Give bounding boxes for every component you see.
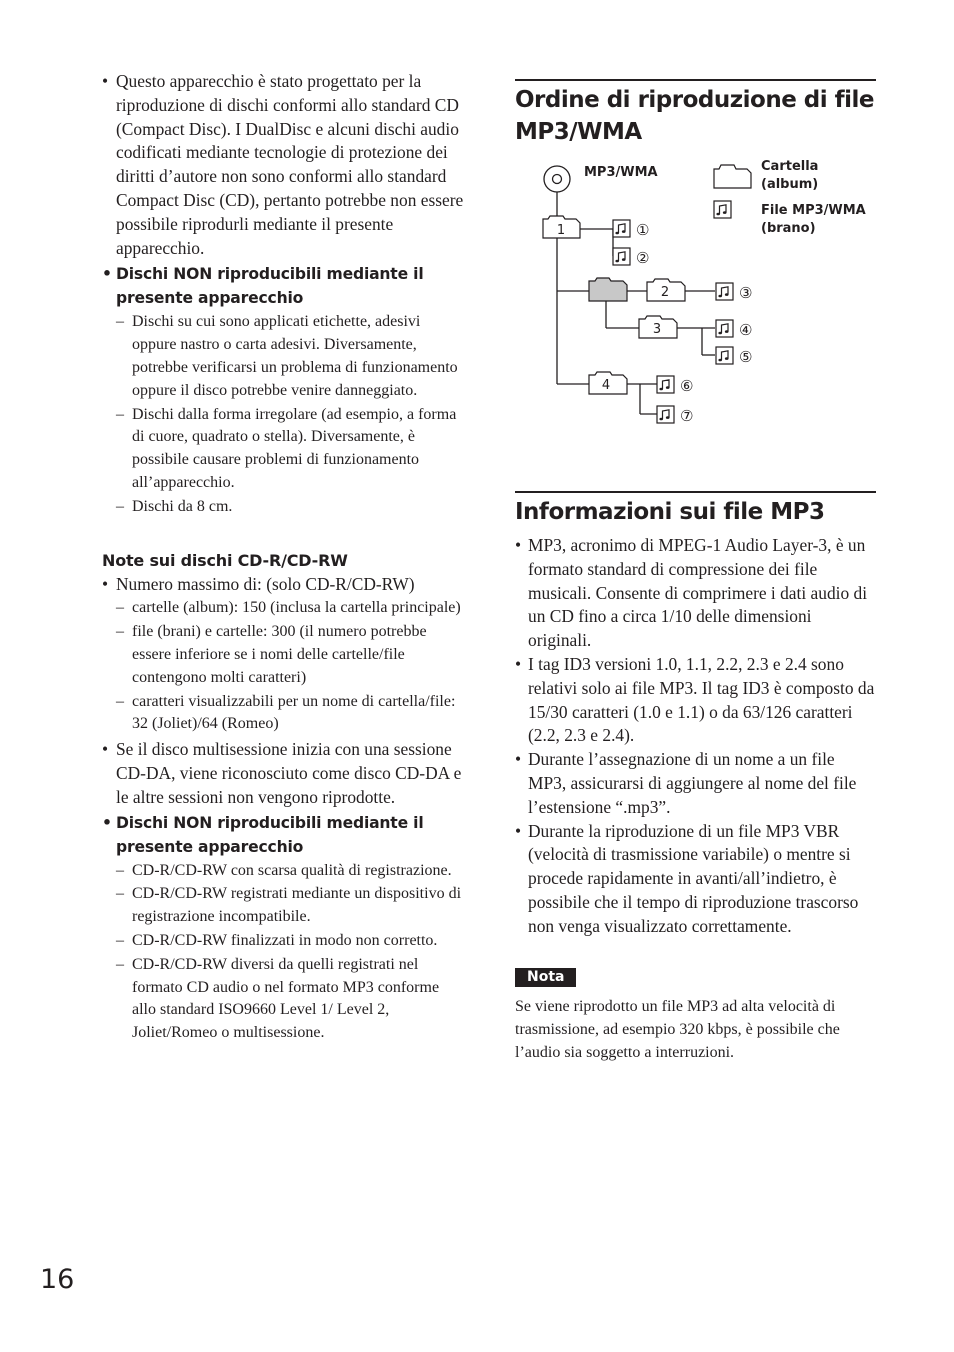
- music-file-icon: [716, 347, 733, 364]
- track-number: ①: [636, 221, 650, 239]
- cdr-bullet-1-item: – caratteri visualizzabili per un nome di cartella/file: 32 (Joliet)/64 (Romeo): [102, 691, 464, 737]
- page-number: 16: [40, 1264, 75, 1295]
- section1-heading: • Dischi NON riproducibili mediante il presente apparecchio: [102, 262, 464, 310]
- folder-icon: [589, 278, 627, 301]
- track-number: ⑦: [680, 407, 694, 425]
- folder-number: 4: [601, 378, 611, 393]
- track-number: ④: [739, 321, 753, 339]
- music-file-icon: [716, 320, 733, 337]
- track-number: ③: [739, 284, 753, 302]
- folder-number: 2: [660, 285, 670, 300]
- section1-item: – Dischi dalla forma irregolare (ad esempio, a forma di cuore, quadrato o stella). Diversamente, è possibile causare problemi di funzionamento all’apparecchio.: [102, 404, 464, 495]
- track-number: ⑥: [680, 377, 694, 395]
- section2-item: – CD-R/CD-RW con scarsa qualità di registrazione.: [102, 860, 464, 883]
- music-file-icon: [657, 406, 674, 423]
- folder-icon: [714, 165, 751, 188]
- order-heading: Ordine di riproduzione di file MP3/WMA: [515, 87, 875, 145]
- left-column: [102, 70, 464, 1045]
- track-number: ⑤: [739, 348, 753, 366]
- section2-item: – CD-R/CD-RW diversi da quelli registrati nel formato CD audio o nel formato MP3 conforme allo standard ISO9660 Level 1/ Level 2, Joliet/Romeo o multisessione.: [102, 954, 464, 1045]
- intro-bullet: • Questo apparecchio è stato progettato per la riproduzione di dischi conformi allo standard CD (Compact Disc). I DualDisc e alcuni dischi audio codificati mediante tecnologie di protezione dei diritti d’autore non sono conformi allo standard Compact Disc (CD), pertanto potrebbe non essere possibile riprodurli mediante il presente apparecchio.: [102, 70, 464, 260]
- mp3-heading: Informazioni sui file MP3: [515, 499, 825, 525]
- order-section: [515, 79, 876, 148]
- cdr-heading: Note sui dischi CD-R/CD-RW: [102, 550, 348, 570]
- track-number: ②: [636, 249, 650, 267]
- section1-item: – Dischi da 8 cm.: [102, 496, 464, 519]
- mp3-item: • MP3, acronimo di MPEG-1 Audio Layer-3, è un formato standard di compressione dei file musicali. Consente di comprimere i dati audio di un CD fino a circa 1/10 delle dimensioni originali.: [515, 534, 876, 653]
- cdr-bullet-1: • Numero massimo di: (solo CD-R/CD-RW): [102, 573, 464, 597]
- section2-item: – CD-R/CD-RW finalizzati in modo non corretto.: [102, 930, 464, 953]
- mp3-item: • Durante l’assegnazione di un nome a un file MP3, assicurarsi di aggiungere al nome del file l’estensione “.mp3”.: [515, 748, 876, 819]
- cdr-bullet-1-item: – cartelle (album): 150 (inclusa la cartella principale): [102, 597, 464, 620]
- cdr-bullet-1-item: – file (brani) e cartelle: 300 (il numero potrebbe essere inferiore se i nomi delle cartelle/file contengono molti caratteri): [102, 621, 464, 689]
- music-file-icon: [714, 201, 731, 218]
- playback-order-diagram: [535, 155, 875, 435]
- music-file-icon: [613, 248, 630, 265]
- music-file-icon: [613, 220, 630, 237]
- section2-heading: • Dischi NON riproducibili mediante il presente apparecchio: [102, 811, 464, 859]
- cdr-bullet-2: • Se il disco multisessione inizia con una sessione CD-DA, viene riconosciuto come disco CD-DA e le altre sessioni non vengono riprodotte.: [102, 738, 464, 809]
- legend-folder-label: Cartella (album): [761, 159, 819, 192]
- disc-icon: [544, 166, 570, 192]
- section1-item: – Dischi su cui sono applicati etichette, adesivi oppure nastro o carta adesivi. Diversamente, potrebbe verificarsi un problema di funzionamento oppure il disco potrebbe venire danneggiato.: [102, 311, 464, 402]
- section2-item: – CD-R/CD-RW registrati mediante un dispositivo di registrazione incompatibile.: [102, 883, 464, 929]
- mp3-heading-rule: [515, 491, 876, 528]
- folder-number: 1: [556, 223, 566, 238]
- mp3-section: [515, 491, 876, 1065]
- folder-number: 3: [652, 322, 662, 337]
- note-text: Se viene riprodotto un file MP3 ad alta velocità di trasmissione, ad esempio 320 kbps, è possibile che l’audio sia soggetto a interruzioni.: [515, 997, 840, 1062]
- note-label: Nota: [515, 968, 576, 987]
- mp3-list: [515, 534, 876, 939]
- mp3-item: • Durante la riproduzione di un file MP3 VBR (velocità di trasmissione variabile) o mentre si procede rapidamente in avanti/all’indietro, è possibile che il tempo di riproduzione trascorso non venga visualizzato correttamente.: [515, 820, 876, 939]
- music-file-icon: [716, 283, 733, 300]
- note-box: [515, 968, 876, 1065]
- disc-label: MP3/WMA: [584, 165, 658, 180]
- legend-file-label: File MP3/WMA (brano): [761, 203, 866, 236]
- music-file-icon: [657, 376, 674, 393]
- mp3-item: • I tag ID3 versioni 1.0, 1.1, 2.2, 2.3 e 2.4 sono relativi solo ai file MP3. Il tag ID3 è composto da 15/30 caratteri (1.0 e 1.1) o da 63/126 caratteri (2.2, 2.3 e 2.4).: [515, 653, 876, 748]
- tree-diagram-svg: [535, 155, 875, 435]
